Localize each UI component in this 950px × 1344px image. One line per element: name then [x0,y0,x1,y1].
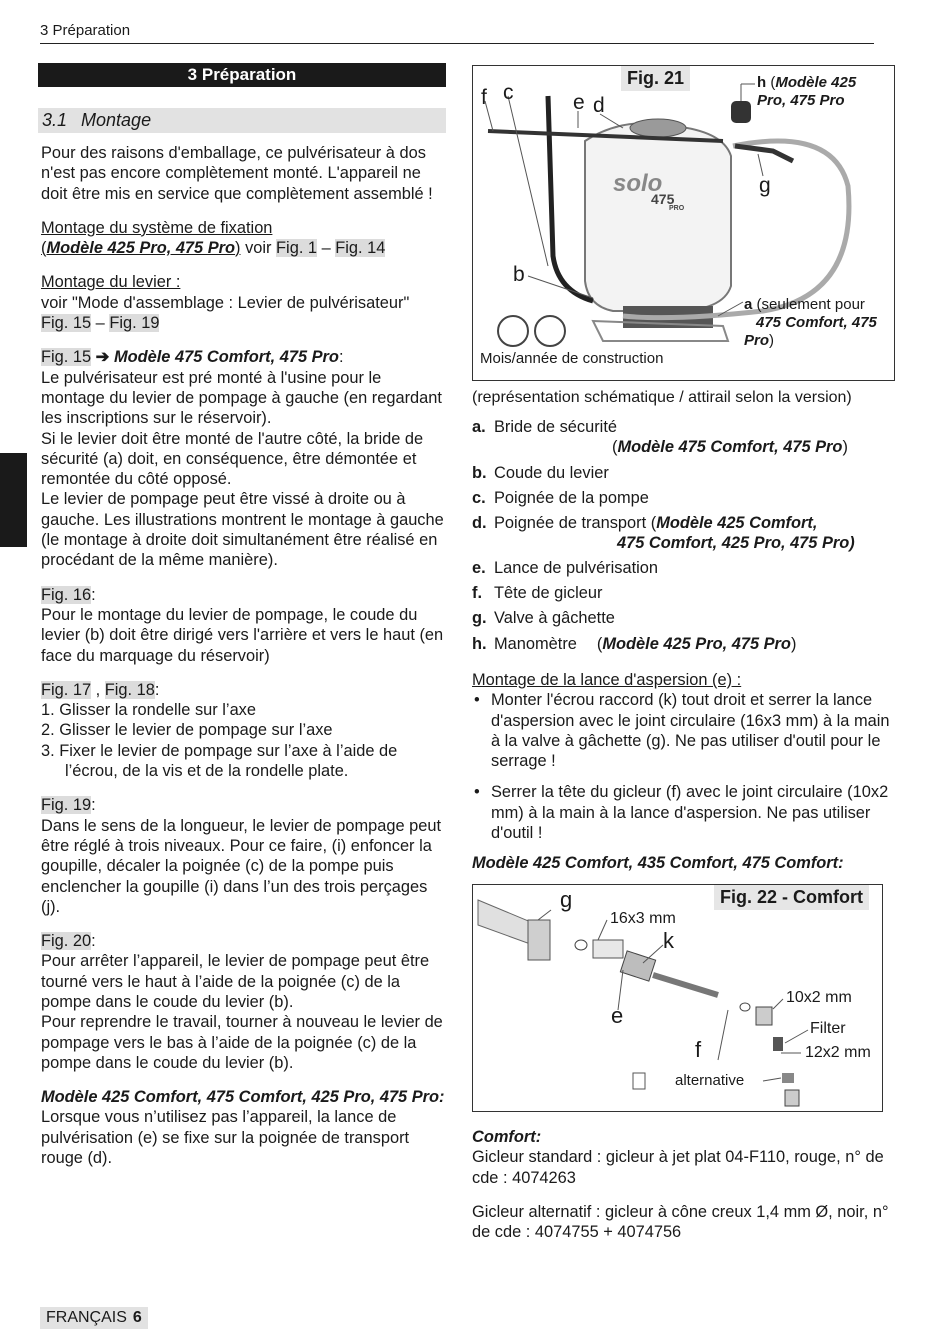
comfort-section [472,1127,892,1242]
fig-ref[interactable]: Fig. 19 [41,796,92,815]
standard-nozzle-text: Gicleur standard : gicleur à jet plat 04-F110, rouge, n° de cde : 4074263 [472,1148,884,1187]
fig-ref[interactable]: Fig. 20 [41,932,92,951]
legend-item-h [472,635,796,654]
paren: ) [235,239,241,258]
paren: ) [842,438,848,456]
callout-h-letter: h [757,74,767,91]
callout-a-text: (seulement pour [752,296,865,313]
fig-ref[interactable]: Fig. 15 [41,348,92,367]
intro-text: Pour des raisons d'emballage, ce pulvérisateur à dos n'est pas encore complètement monté. L'appareil ne doit être mis en service que complètement assemblé ! [41,144,433,203]
legend-key: g. [472,609,487,627]
fig15-text: Le levier de pompage peut être vissé à droite ou à gauche. Les illustrations montrent le montage à gauche (le montage à droite doit simultanément être réalisé en procédant de la même manière). [41,490,444,570]
fixation-heading: Montage du système de fixation [41,218,273,237]
legend-model: Modèle 425 Pro, 475 Pro [602,635,791,653]
callout-a [744,296,884,350]
footer-language: FRANÇAIS [46,1309,127,1326]
figure-21 [472,65,895,381]
colon: : [338,348,344,367]
legend-model: Modèle 425 Comfort, [656,514,818,532]
chapter-tab [0,453,27,547]
left-column [41,143,447,1168]
step-item: l’écrou, de la vis et de la rondelle plate. [65,762,349,781]
alt-nozzle-icon [633,1073,645,1089]
legend-model: Modèle 475 Comfort, 475 Pro [617,438,843,456]
subsection-label: Montage [81,110,152,130]
o-ring [575,940,587,950]
dash: – [91,314,110,333]
arrow-icon: ➔ [91,348,114,367]
lance-section [472,670,892,874]
fig16-text: Pour le montage du levier de pompage, le coude du levier (b) doit être dirigé vers l'arrière et vers le haut (en face du marquage du réservoir) [41,605,444,665]
brand-logo: solo [613,170,663,197]
date-stamp-icon [498,316,528,346]
union-nut [620,951,655,981]
fig-ref[interactable]: Fig. 15 [41,314,92,333]
valve-outlet [528,920,550,960]
alternative-nozzle-text: Gicleur alternatif : gicleur à cône creux 1,4 mm Ø, noir, n° de cde : 4074755 + 4074756 [472,1202,889,1242]
legend-text: Lance de pulvérisation [494,559,659,577]
subsection-number: 3.1 [42,110,68,130]
lance-heading: Montage de la lance d'aspersion (e) : [472,671,742,689]
callout-d: d [593,94,605,117]
legend-item-a-model [612,438,848,457]
step-item: 1. Glisser la rondelle sur l’axe [41,701,256,720]
legend-item-g [472,609,615,628]
label-filter: Filter [810,1020,846,1037]
step-item: 3. Fixer le levier de pompage sur l’axe à l’aide de [41,741,398,760]
legend-key: h. [472,635,487,653]
fig19-text: Dans le sens de la longueur, le levier de pompage peut être réglé à trois niveaux. Pour ce faire, (i) enfoncer la goupille, décaler la poignée (c) de la pompe puis enclencher la goupille (i) dans l’un des trois perçages (j). [41,816,442,916]
model-suffix: PRO [669,205,685,212]
label-16x3: 16x3 mm [610,910,676,927]
legend-item-d-model: 475 Comfort, 425 Pro, 475 Pro) [617,534,855,552]
paren: ) [790,635,797,653]
fig15-model: Modèle 475 Comfort, 475 Pro [113,348,339,367]
callout-g: g [759,174,771,197]
callout-b: b [513,263,525,286]
paren: ( [41,239,47,258]
see-text: voir [240,239,277,258]
models-text: Lorsque vous n’utilisez pas l’appareil, la lance de pulvérisation (e) se fixe sur la poignée de transport rouge (d). [41,1108,410,1168]
label-12x2: 12x2 mm [805,1044,871,1061]
legend-key: a. [472,418,486,436]
lance-tube [653,975,718,995]
callout-h-model: Modèle 425 Pro, 475 Pro [757,74,857,109]
lever-heading: Montage du levier : [41,273,181,292]
label-alternative: alternative [675,1072,745,1089]
legend-item-a [472,418,617,437]
colon: : [91,932,96,951]
legend-text: Poignée de la pompe [494,489,649,507]
page-footer [40,1307,148,1329]
legend-item-d [472,514,817,533]
legend-text: Tête de gicleur [494,584,603,602]
header-rule [40,43,874,44]
figure-21-title: Fig. 21 [621,66,690,91]
date-label: Mois/année de construction [480,350,664,367]
paren: ( [596,635,603,653]
callout-h [757,74,877,110]
date-stamp-icon [535,316,565,346]
figure-caption: (représentation schématique / attirail selon la version) [472,389,852,406]
subsection-title [38,108,446,133]
fig-ref[interactable]: Fig. 16 [41,585,92,604]
label-g: g [560,887,573,912]
paren: ( [766,74,776,91]
fig-ref[interactable]: Fig. 19 [109,314,160,333]
lever-text: voir "Mode d'assemblage : Levier de pulvérisateur" [41,293,410,312]
legend-item-e [472,559,658,578]
alt-nozzle [782,1073,794,1083]
bullet-item: • Monter l'écrou raccord (k) tout droit et serrer la lance d'aspersion avec le joint circulaire (16x3 mm) à la main à la valve à gâchette (g). Ne pas utiliser d'outil pour le serrage ! [472,690,892,771]
nozzle-body [756,1007,772,1025]
legend-key: d. [472,514,487,532]
callout-a-letter: a [744,296,753,313]
dash: – [317,239,336,258]
paren: ) [769,332,775,349]
label-k: k [663,928,674,953]
step-item: 2. Glisser le levier de pompage sur l’axe [41,721,333,740]
comfort-heading: Comfort: [472,1128,542,1146]
fitting [593,940,623,958]
filter [773,1037,783,1051]
legend-item-c [472,489,649,508]
model-number: 475 [651,191,675,207]
legend-key: f. [472,584,483,602]
fig15-text: Le pulvérisateur est pré monté à l'usine pour le montage du levier de pompage à gauche (en regardant les inscriptions sur le réservoir). [41,368,442,428]
legend-key: e. [472,559,486,577]
fig15-text: Si le levier doit être monté de l'autre côté, la bride de sécurité (a) doit, en conséquence, être démontée et remontée du côté opposé. [41,429,424,489]
fixation-model: Modèle 425 Pro, 475 Pro [46,239,236,258]
legend-key: b. [472,464,487,482]
paren: ( [612,438,618,456]
fig-ref[interactable]: Fig. 1 [276,239,318,258]
callout-e: e [573,91,585,114]
legend-text: Manomètre [494,635,577,653]
running-header: 3 Préparation [40,22,131,39]
colon: : [91,796,96,815]
legend-item-f [472,584,602,603]
nozzle-cap [785,1090,799,1106]
label-10x2: 10x2 mm [786,989,852,1006]
fig20-text: Pour arrêter l’appareil, le levier de pompage peut être tourné vers le haut à l’aide de la poignée (c) de la pompe dans le coude du levier (b). [41,952,430,1011]
bullet-item: • Serrer la tête du gicleur (f) avec le joint circulaire (10x2 mm) à la main à la lance d'aspersion. Ne pas utiliser d'outil ! [472,782,892,843]
colon: : [154,680,160,699]
legend-text: Valve à gâchette [494,609,615,627]
figure-22-title: Fig. 22 - Comfort [714,885,869,910]
fig20-text: Pour reprendre le travail, tourner à nouveau le levier de pompage vers le bas à l’aide de la poignée (c) de la pompe dans le coude du levier (b). [41,1013,443,1072]
fig-ref[interactable]: Fig. 17 [41,680,92,699]
legend-text: Coude du levier [494,464,609,482]
label-e: e [611,1003,624,1028]
label-f: f [695,1037,702,1062]
comma: , [91,680,105,699]
figure-22 [472,884,883,1112]
section-title: 3 Préparation [38,63,446,87]
comfort-models-heading: Modèle 425 Comfort, 435 Comfort, 475 Comfort: [472,854,844,873]
callout-f: f [481,86,487,109]
legend-item-b [472,464,609,483]
callout-a-model: 475 Comfort, 475 Pro [744,314,877,349]
o-ring [740,1003,750,1011]
legend-text: Poignée de transport ( [494,514,657,532]
page-number: 6 [132,1309,142,1326]
fig-ref[interactable]: Fig. 18 [104,680,155,699]
callout-c: c [503,81,514,104]
legend-key: c. [472,489,486,507]
models-heading: Modèle 425 Comfort, 475 Comfort, 425 Pro, 475 Pro: [41,1088,445,1107]
legend-text: Bride de sécurité [494,418,617,436]
fig-ref[interactable]: Fig. 14 [335,239,386,258]
colon: : [91,585,96,604]
